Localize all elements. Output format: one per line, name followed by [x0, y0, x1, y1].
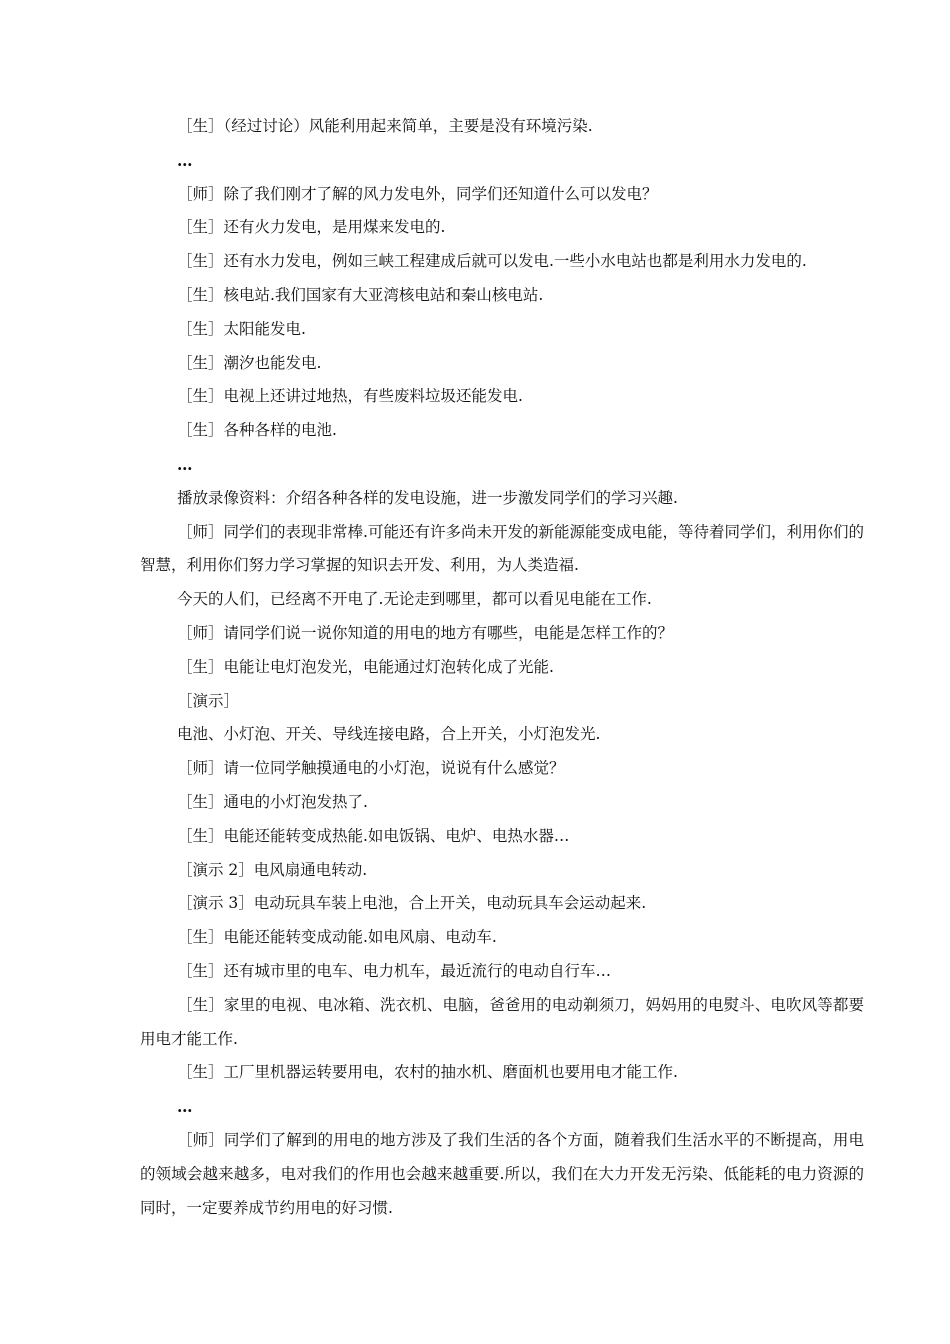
paragraph: ［师］同学们的表现非常棒.可能还有许多尚未开发的新能源能变成电能，等待着同学们，利用你们的智慧，利用你们努力学习掌握的知识去开发、利用，为人类造福.: [140, 522, 864, 575]
paragraph: ［演示 2］电风扇通电转动.: [177, 860, 368, 879]
paragraph: 今天的人们，已经离不开电了.无论走到哪里，都可以看见电能在工作.: [177, 590, 652, 609]
paragraph: ［生］电视上还讲过地热，有些废料垃圾还能发电.: [177, 387, 523, 406]
paragraph: ［师］请同学们说一说你知道的用电的地方有哪些，电能是怎样工作的？: [177, 623, 674, 642]
paragraph: 电池、小灯泡、开关、导线连接电路，合上开关，小灯泡发光.: [177, 725, 601, 744]
paragraph: ［演示］: [177, 691, 240, 710]
paragraph: ［师］同学们了解到的用电的地方涉及了我们生活的各个方面，随着我们生活水平的不断提高，用电的领域会越来越多，电对我们的作用也会越来越重要.所以，我们在大力开发无污染、低能耗的电力资源的同时，一定要养成节约用电的好习惯.: [140, 1130, 864, 1217]
paragraph: ［生］工厂里机器运转要用电，农村的抽水机、磨面机也要用电才能工作.: [177, 1063, 678, 1082]
paragraph: ［生］（经过讨论）风能利用起来简单，主要是没有环境污染.: [177, 117, 593, 135]
paragraph: 播放录像资料：介绍各种各样的发电设施，进一步激发同学们的学习兴趣.: [177, 488, 678, 507]
paragraph: ［生］还有水力发电，例如三峡工程建成后就可以发电.一些小水电站也都是利用水力发电的.: [177, 252, 807, 271]
paragraph: ［生］潮汐也能发电.: [177, 353, 322, 372]
paragraph: ［生］各种各样的电池.: [177, 421, 337, 440]
paragraph: ［生］还有火力发电，是用煤来发电的.: [177, 218, 446, 237]
paragraph: ［师］除了我们刚才了解的风力发电外，同学们还知道什么可以发电？: [177, 184, 658, 203]
paragraph: ［生］还有城市里的电车、电力机车，最近流行的电动自行车…: [177, 961, 612, 980]
paragraph: ［生］电能还能转变成热能.如电饭锅、电炉、电热水器…: [177, 826, 570, 845]
ellipsis-line: …: [177, 150, 194, 170]
ellipsis-line: …: [177, 1097, 194, 1117]
paragraph: ［生］电能让电灯泡发光，电能通过灯泡转化成了光能.: [177, 657, 554, 676]
paragraph: ［生］核电站.我们国家有大亚湾核电站和秦山核电站.: [177, 285, 544, 304]
paragraph: ［生］电能还能转变成动能.如电风扇、电动车.: [177, 928, 497, 947]
document-body: [140, 110, 864, 1225]
paragraph: ［生］家里的电视、电冰箱、洗衣机、电脑，爸爸用的电动剃须刀，妈妈用的电熨斗、电吹风等都要用电才能工作.: [140, 995, 864, 1048]
paragraph: ［师］请一位同学触摸通电的小灯泡，说说有什么感觉？: [177, 759, 565, 778]
ellipsis-line: …: [177, 454, 194, 474]
paragraph: ［生］通电的小灯泡发热了.: [177, 792, 368, 811]
paragraph: ［生］太阳能发电.: [177, 319, 306, 338]
paragraph: ［演示 3］电动玩具车装上电池，合上开关，电动玩具车会运动起来.: [177, 894, 647, 913]
